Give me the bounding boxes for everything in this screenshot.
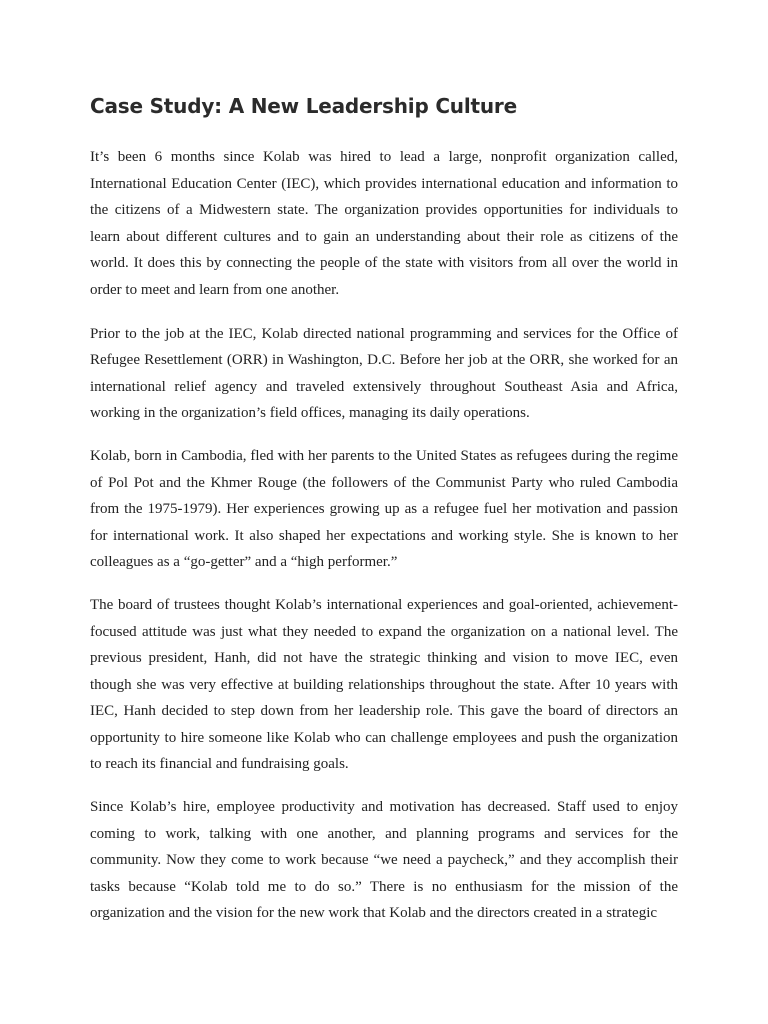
paragraph-3: Kolab, born in Cambodia, fled with her parents to the United States as refugees during the regime of Pol Pot and the Khmer Rouge (the followers of the Communist Party who ruled Cambodia from the 1975-1979). Her experiences growing up as a refugee fuel her motivation and passion for international work. It also shaped her expectations and working style. She is known to her colleagues as a “go-getter” and a “high performer.” [90,447,678,571]
paragraph-5: Since Kolab’s hire, employee productivity and motivation has decreased. Staff used to enjoy coming to work, talking with one another, and planning programs and services for the community. Now they come to work because “we need a paycheck,” and they accomplish their tasks because “Kolab told me to do so.” There is no enthusiasm for the mission of the organization and the vision for the new work that Kolab and the directors created in a strategic [90,799,678,922]
document-title: Case Study: A New Leadership Culture [90,94,517,118]
document-page [90,92,678,943]
paragraph-1: It’s been 6 months since Kolab was hired to lead a large, nonprofit organization called, International Education Center (IEC), which provides international education and information to the citizens of a Midwestern state. The organization provides opportunities for individuals to learn about different cultures and to gain an understanding about their role as citizens of the world. It does this by connecting the people of the state with visitors from all over the world in order to meet and learn from one another. [90,149,678,298]
paragraph-2: Prior to the job at the IEC, Kolab directed national programming and services for the Office of Refugee Resettlement (ORR) in Washington, D.C. Before her job at the ORR, she worked for an international relief agency and traveled extensively throughout Southeast Asia and Africa, working in the organization’s field offices, managing its daily operations. [90,325,678,422]
paragraph-4: The board of trustees thought Kolab’s international experiences and goal-oriented, achievement-focused attitude was just what they needed to expand the organization on a national level. The previous president, Hanh, did not have the strategic thinking and vision to move IEC, even though she was very effective at building relationships throughout the state. After 10 years with IEC, Hanh decided to step down from her leadership role. This gave the board of directors an opportunity to hire someone like Kolab who can challenge employees and push the organization to reach its financial and fundraising goals. [90,596,678,773]
